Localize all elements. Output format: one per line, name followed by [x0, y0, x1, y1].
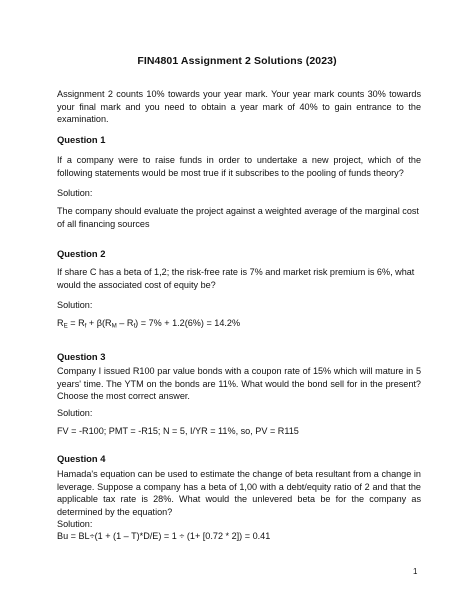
formula-result: ) = 7% + 1.2(6%) = 14.2% [135, 318, 241, 328]
question-1-heading: Question 1 [57, 134, 106, 145]
intro-paragraph: Assignment 2 counts 10% towards your year mark. Your year mark counts 30% towards your final mark and you need to obtain a year mark of 40% to gain entrance to the examination. [57, 89, 421, 125]
question-1-solution-label: Solution: [57, 188, 93, 198]
page-number: 1 [413, 567, 418, 576]
question-3-text: Company I issued R100 par value bonds with a coupon rate of 15% which will mature in 5 years' time. The YTM on the bonds are 11%. What would the bond sell for in the present? Choose the most correct answer. [57, 366, 421, 402]
question-4-answer: Bu = BL÷(1 + (1 – T)*D/E) = 1 ÷ (1+ [0.72 * 2]) = 0.41 [57, 531, 271, 541]
question-3-solution-label: Solution: [57, 408, 93, 418]
formula-sub-e: E [63, 322, 68, 330]
formula-eq: = R [67, 318, 85, 328]
question-2-formula [57, 317, 421, 330]
question-2-text: If share C has a beta of 1,2; the risk-free rate is 7% and market risk premium is 6%, what would the associated cost of equity be? [57, 267, 415, 290]
formula-minus: – R [116, 318, 134, 328]
page-title: FIN4801 Assignment 2 Solutions (2023) [137, 55, 337, 67]
question-3-answer: FV = -R100; PMT = -R15; N = 5, I/YR = 11%, so, PV = R115 [57, 426, 299, 436]
question-2-heading: Question 2 [57, 248, 106, 259]
formula-sub-f2: f [133, 322, 136, 330]
question-4-text: Hamada's equation can be used to estimate the change of beta resultant from a change in leverage. Suppose a company has a beta of 1,00 with a debt/equity ratio of 2 and that the applicable tax rate is 28%. What would the unlevered beta be for the company as determined by the equation? [57, 469, 421, 517]
question-4-solution-label: Solution: [57, 519, 93, 529]
formula-sub-f: f [84, 322, 87, 330]
question-4-heading: Question 4 [57, 453, 106, 464]
question-1-answer: The company should evaluate the project against a weighted average of the marginal cost of all financing sources [57, 206, 419, 229]
question-3-heading: Question 3 [57, 351, 106, 362]
question-1-text: If a company were to raise funds in order to undertake a new project, which of the following statements would be most true if it subscribes to the pooling of funds theory? [57, 155, 421, 178]
formula-sub-m: M [111, 322, 117, 330]
formula-beta: + β(R [86, 318, 112, 328]
formula-r: R [57, 318, 64, 328]
question-2-solution-label: Solution: [57, 300, 93, 310]
